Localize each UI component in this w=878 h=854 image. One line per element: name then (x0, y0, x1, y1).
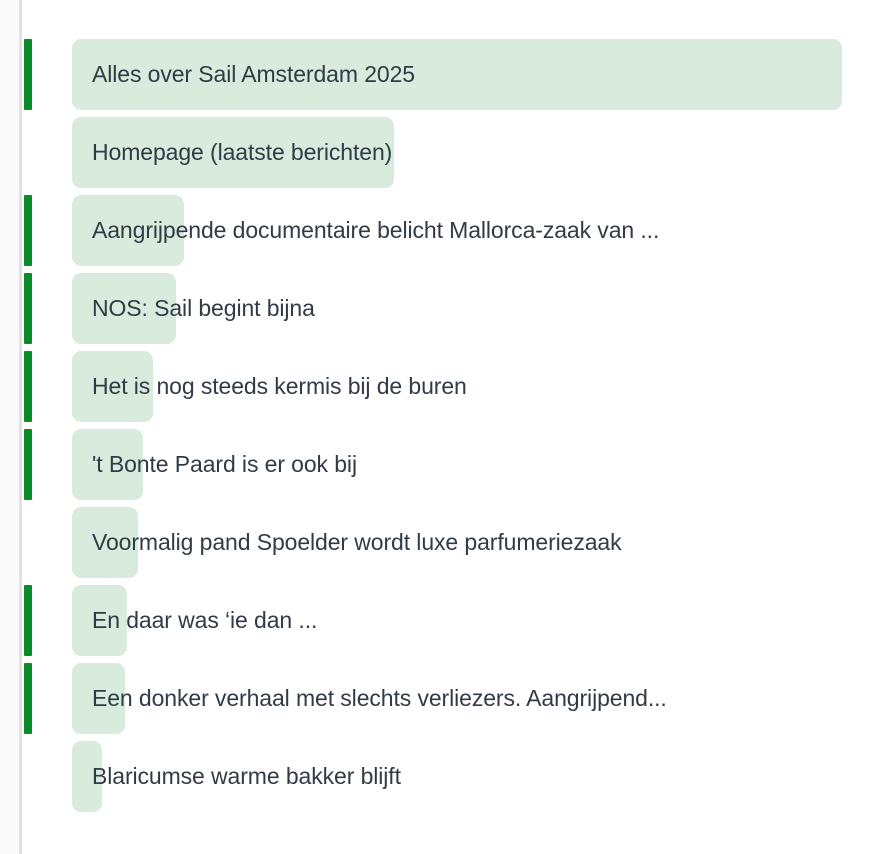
accent-bar (24, 273, 32, 344)
list-item[interactable] (0, 507, 878, 578)
accent-bar (24, 39, 32, 110)
list-item[interactable] (0, 195, 878, 266)
row-label: Aangrijpende documentaire belicht Mallorca-zaak van ... (92, 217, 660, 243)
row-label: Blaricumse warme bakker blijft (92, 763, 401, 789)
row-label: Alles over Sail Amsterdam 2025 (92, 61, 415, 87)
accent-bar (24, 429, 32, 500)
row-label: Een donker verhaal met slechts verliezers. Aangrijpend... (92, 685, 667, 711)
row-label: Homepage (laatste berichten) (92, 139, 393, 165)
accent-bar (24, 195, 32, 266)
accent-bar (24, 351, 32, 422)
row-label: NOS: Sail begint bijna (92, 295, 315, 321)
list-item[interactable] (0, 117, 878, 188)
row-label: En daar was ‘ie dan ... (92, 607, 318, 633)
accent-bar (24, 585, 32, 656)
list-item[interactable] (0, 741, 878, 812)
row-label: Het is nog steeds kermis bij de buren (92, 373, 467, 399)
row-label: 't Bonte Paard is er ook bij (92, 451, 357, 477)
list-item[interactable] (0, 351, 878, 422)
accent-bar (24, 663, 32, 734)
row-label: Voormalig pand Spoelder wordt luxe parfumeriezaak (92, 529, 622, 555)
list-item[interactable] (0, 273, 878, 344)
list-item[interactable] (0, 663, 878, 734)
list-item[interactable] (0, 39, 878, 110)
list-item[interactable] (0, 585, 878, 656)
list-item[interactable] (0, 429, 878, 500)
rows-list (0, 39, 878, 819)
